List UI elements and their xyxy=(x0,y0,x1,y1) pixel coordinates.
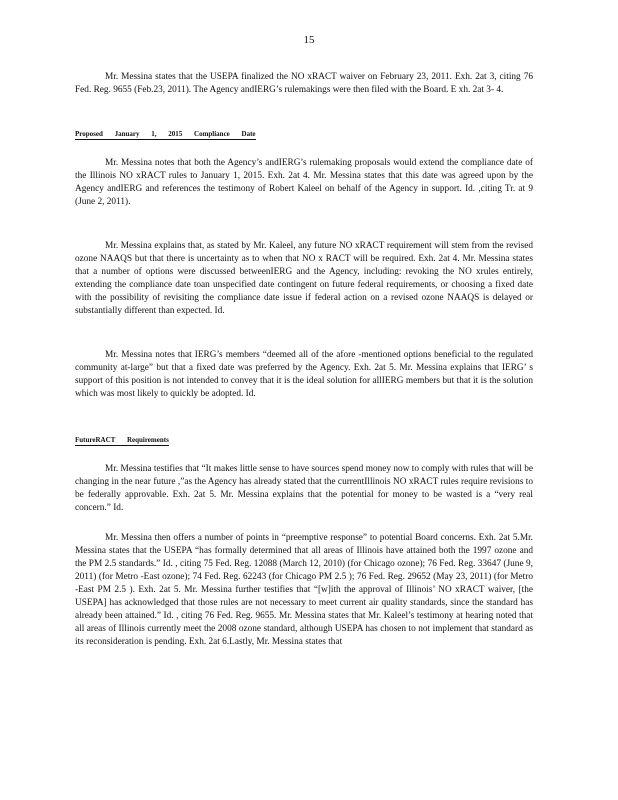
paragraph-ierg-members: Mr. Messina notes that IERG’s members “deemed all of the afore -mentioned options beneficial to the regulated community at-large” but that a fixed date was preferred by the Agency. Exh. 2at 5. Mr. Messina explains that IERG’ s support of this position is not intended to convey that it is the ideal solution for allIERG members but that it is the solution which was most likely to quickly be adopted. Id. xyxy=(75,350,533,399)
paragraph-money-concern: Mr. Messina testifies that “It makes little sense to have sources spend money now to comply with rules that will be changing in the near future ,”as the Agency has already stated that the currentIllinois NO xRACT rules require revisions to be federally approvable. Exh. 2at 5. Mr. Messina explains that the potential for money to be wasted is a “very real concern.” Id. xyxy=(75,464,533,513)
paragraph-usepa-waiver: Mr. Messina states that the USEPA finalized the NO xRACT waiver on February 23, 2011. Exh. 2at 3, citing 76 Fed. Reg. 9655 (Feb.23, 2011). The Agency andIERG’s rulemakings were then filed with the Board. E xh. 2at 3- 4. xyxy=(75,72,533,95)
section-heading-future-ract: FutureRACT Requirements xyxy=(75,436,169,444)
paragraph-compliance-date: Mr. Messina notes that both the Agency’s andIERG’s rulemaking proposals would extend the compliance date of the Illinois NO xRACT rules to January 1, 2015. Exh. 2at 4. Mr. Messina states that this date was agreed upon by the Agency andIERG and references the testimony of Robert Kaleel on behalf of the Agency in support. Id. ,citing Tr. at 9 (June 2, 2011). xyxy=(75,158,533,207)
paragraph-future-requirement: Mr. Messina explains that, as stated by Mr. Kaleel, any future NO xRACT requirement will stem from the revised ozone NAAQS but that there is uncertainty as to when that NO x RACT will be required. Exh. 2at 4. Mr. Messina states that a number of options were discussed betweenIERG and the Agency, including: revoking the NO xrules entirely, extending the compliance date toan unspecified date contingent on future federal requirements, or choosing a fixed date with the possibility of revisiting the compliance date issue if federal action on a revised ozone NAAQS is delayed or substantially different than expected. Id. xyxy=(75,241,533,316)
page-number: 15 xyxy=(303,34,315,46)
section-heading-compliance-date: Proposed January 1, 2015 Compliance Date xyxy=(75,130,256,138)
paragraph-preemptive-response: Mr. Messina then offers a number of points in “preemptive response” to potential Board concerns. Exh. 2at 5.Mr. Messina states that the USEPA “has formally determined that all areas of Illinois have attained both the 1997 ozone and the PM 2.5 standards.” Id. , citing 75 Fed. Reg. 12088 (March 12, 2010) (for Chicago ozone); 76 Fed. Reg. 33647 (June 9, 2011) (for Metro -East ozone); 74 Fed. Reg. 62243 (for Chicago PM 2.5 ); 76 Fed. Reg. 29652 (May 23, 2011) (for Metro -East PM 2.5 ). Exh. 2at 5. Mr. Messina further testifies that “[w]ith the approval of Illinois’ NO xRACT waiver, [the USEPA] has acknowledged that those rules are not necessary to meet current air quality standards, since the standard has already been attained.” Id. , citing 76 Fed. Reg. 9655. Mr. Messina states that Mr. Kaleel’s testimony at hearing noted that all areas of Illinois currently meet the 2008 ozone standard, although USEPA has chosen to not implement that standard as its reconsideration is pending. Exh. 2at 6.Lastly, Mr. Messina states that xyxy=(75,533,533,647)
